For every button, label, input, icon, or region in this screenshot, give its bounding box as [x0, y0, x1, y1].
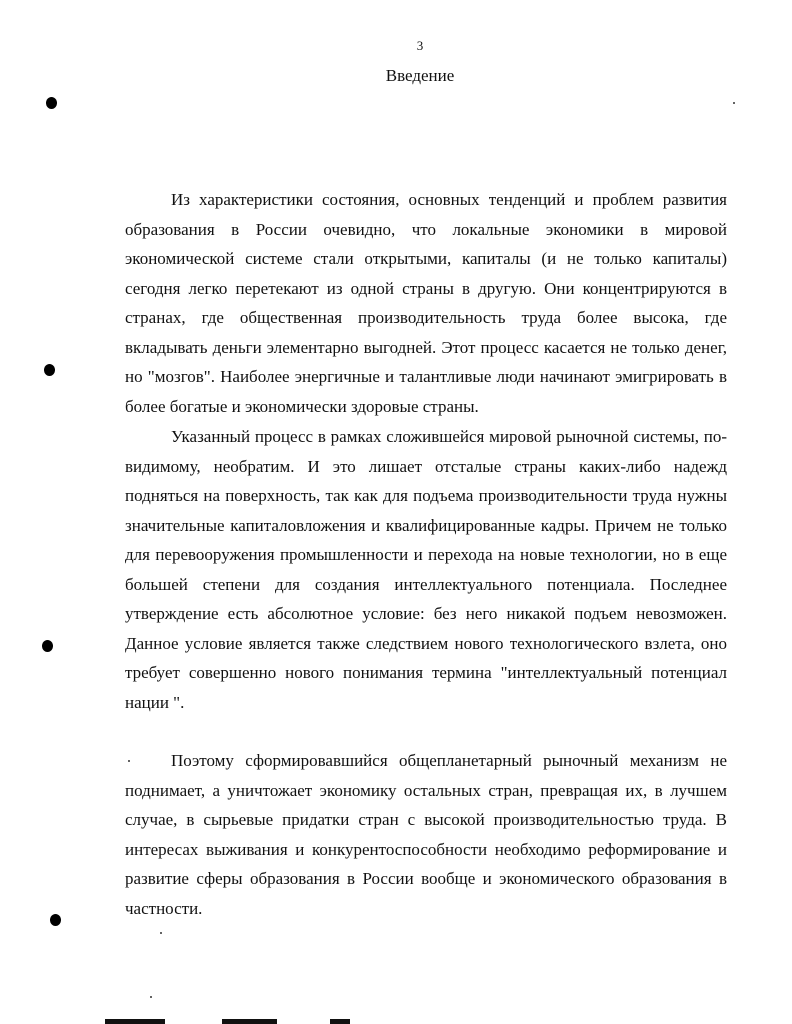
- scan-edge: [330, 1019, 350, 1024]
- paragraph: Поэтому сформировавшийся общепланетарный рыночный механизм не поднимает, а уничтожает экономику остальных стран, превращая их, в лучшем случае, в сырьевые придатки стран с высокой производительностью труда. В интересах выживания и конкурентоспособности необходимо реформирование и развитие сферы образования в России вообще и экономического образования в частности.: [125, 751, 727, 918]
- punch-hole: [42, 640, 53, 652]
- scan-speck: [150, 996, 152, 998]
- scan-speck: [160, 932, 162, 934]
- punch-hole: [44, 364, 55, 376]
- scan-edge: [222, 1019, 277, 1024]
- scan-speck: [733, 102, 735, 104]
- paragraph: Из характеристики состояния, основных тенденций и проблем развития образования в России очевидно, что локальные экономики в мировой экономической системе стали открытыми, капиталы (и не только капиталы) сегодня легко перетекают из одной страны в другую. Они концентрируются в странах, где общественная производительность труда более высока, где вкладывать деньги элементарно выгодней. Этот процесс касается не только денег, но "мозгов". Наиболее энергичные и талантливые люди начинают эмигрировать в более богатые и экономически здоровые страны.: [125, 190, 727, 416]
- scan-edge: [105, 1019, 165, 1024]
- punch-hole: [46, 97, 57, 109]
- page-number: 3: [416, 38, 424, 53]
- paragraph: Указанный процесс в рамках сложившейся мировой рыночной системы, по-видимому, необратим. И это лишает отсталые страны каких-либо надежд подняться на поверхность, так как для подъема производительности труда нужны значительные капиталовложения и квалифицированные кадры. Причем не только для перевооружения промышленности и перехода на новые технологии, но в еще большей степени для создания интеллектуального потенциала. Последнее утверждение есть абсолютное условие: без него никакой подъем невозможен. Данное условие является также следствием нового технологического взлета, оно требует совершенно нового понимания термина "интеллектуальный потенциал нации ".: [125, 427, 727, 712]
- punch-hole: [50, 914, 61, 926]
- page-title: Введение: [385, 66, 455, 85]
- scan-speck: [128, 760, 130, 762]
